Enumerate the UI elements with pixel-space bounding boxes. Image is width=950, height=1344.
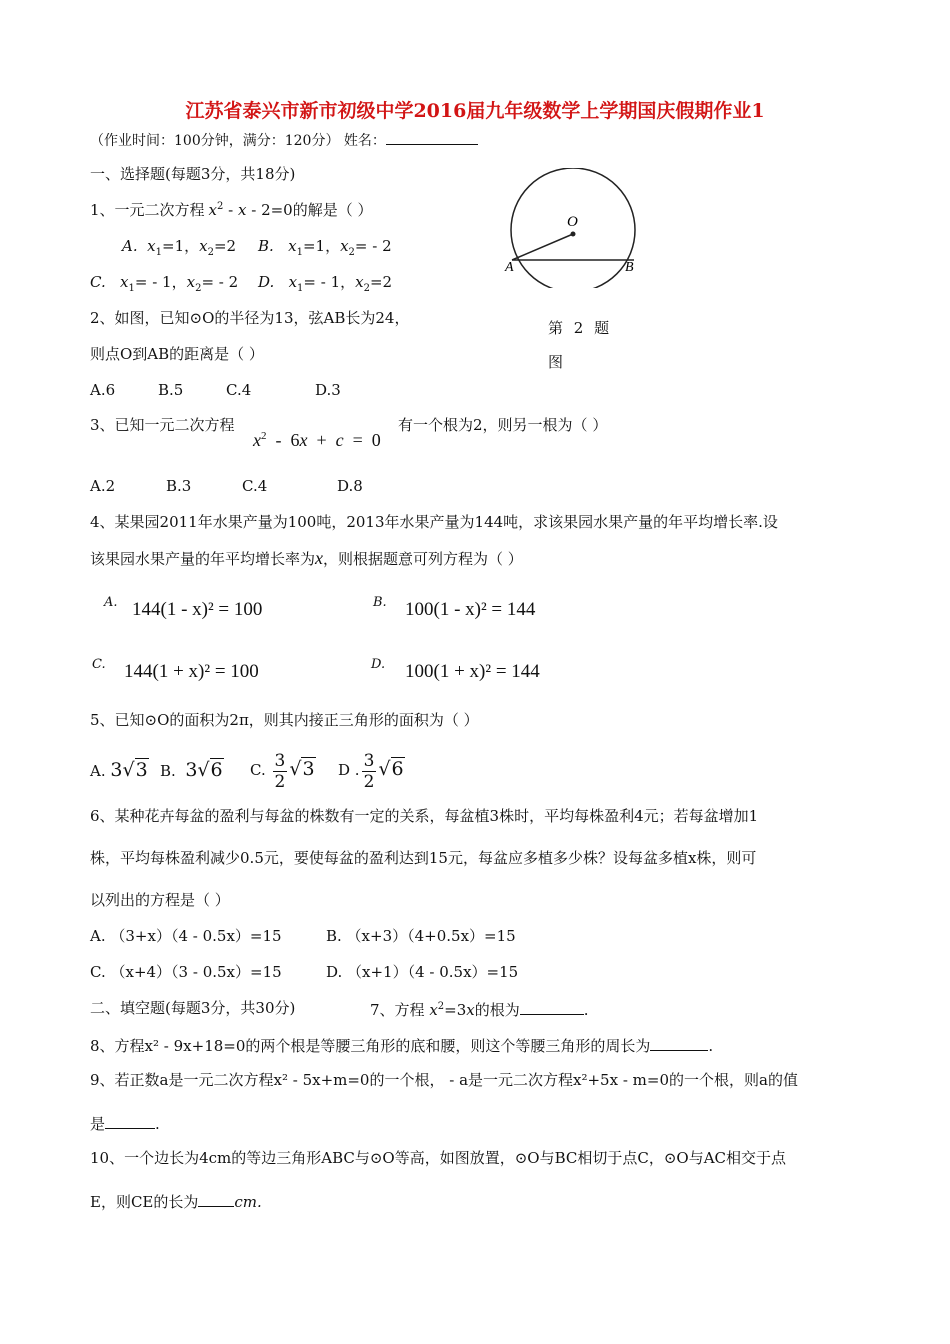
label-o: O [567,214,578,230]
question-2-option-a[interactable]: A.6 [90,381,116,399]
question-5-option-c[interactable]: C. $\frac{3}{2}$ √3 [250,750,315,792]
question-6-line3: 以列出的方程是（ ） [90,891,230,909]
question-5-option-a[interactable]: A. 3√3 [90,759,148,781]
question-5-option-d[interactable]: D . $\frac{3}{2}$ √6 [338,750,404,792]
question-3-option-a[interactable]: A.2 [90,477,116,495]
question-3-option-b[interactable]: B.3 [166,477,192,495]
question-6-option-a[interactable]: A. （3+x）（4 - 0.5x）=15 [90,927,282,945]
question-4-option-a-eq[interactable]: 144(1 - x)² = 100 [132,599,263,620]
question-6-option-d[interactable]: D. （x+1）（4 - 0.5x）=15 [326,963,519,981]
question-2-line1: 2、如图，已知⊙O的半径为13，弦AB长为24， [90,309,410,327]
name-blank[interactable] [386,128,478,145]
question-4-option-d-label[interactable]: D. [371,657,386,672]
question-4-option-a-label[interactable]: A. [104,595,118,610]
question-8-blank[interactable] [650,1034,708,1051]
figure-caption-2: 图 [548,353,564,371]
section-heading-choice: 一、选择题(每题3分，共18分) [90,165,296,183]
question-2-option-c[interactable]: C.4 [226,381,252,399]
question-1-option-d[interactable]: D. $x_1= - 1$，$x_2=2$ [258,273,393,294]
question-3-stem-post: 有一个根为2，则另一根为（ ） [398,416,608,434]
question-4-line2: 该果园水果产量的年平均增长率为x，则根据题意可列方程为（ ） [90,548,523,568]
page-title: 江苏省泰兴市新市初级中学2016届九年级数学上学期国庆假期作业1 [185,100,765,122]
question-4-line1: 4、某果园2011年水果产量为100吨，2013年水果产量为144吨，求该果园水果产量的年平均增长率.设 [90,513,778,531]
question-6-line1: 6、某种花卉每盆的盈利与每盆的株数有一定的关系，每盆植3株时，平均每株盈利4元；若每盆增加1 [90,807,759,825]
center-point [571,232,576,237]
question-2-option-d[interactable]: D.3 [315,381,341,399]
label-b: B [625,260,634,275]
question-3-equation: $x^2 - 6x + c = 0$ [253,430,381,450]
question-10-line2: E，则CE的长为 cm. [90,1190,262,1212]
question-2-option-b[interactable]: B.5 [158,381,184,399]
section-heading-fill: 二、填空题(每题3分，共30分) [90,999,296,1017]
question-10-line1: 10、一个边长为4cm的等边三角形ABC与⊙O等高，如图放置，⊙O与BC相切于点C，⊙O与AC相交于点 [90,1149,787,1167]
question-1-option-b[interactable]: B. $x_1=1$，$x_2= - 2$ [258,237,392,258]
question-1-option-c[interactable]: C. $x_1= - 1$，$x_2= - 2$ [90,273,239,294]
circle-figure [500,168,650,288]
radius-oa [512,234,573,260]
figure-caption-1: 第 2 题 [548,319,613,337]
question-6-option-b[interactable]: B. （x+3）（4+0.5x）=15 [326,927,516,945]
question-4-option-c-eq[interactable]: 144(1 + x)² = 100 [124,661,259,682]
question-3-option-d[interactable]: D.8 [337,477,363,495]
question-6-option-c[interactable]: C. （x+4）（3 - 0.5x）=15 [90,963,282,981]
question-4-option-c-label[interactable]: C. [92,657,106,672]
question-1-option-a[interactable]: A. $x_1=1$，$x_2=2$ [122,237,237,258]
question-3-option-c[interactable]: C.4 [242,477,268,495]
question-7-blank[interactable] [520,998,584,1015]
question-9-blank[interactable] [105,1112,155,1129]
question-2-line2: 则点O到AB的距离是（ ） [90,345,264,363]
question-4-option-b-eq[interactable]: 100(1 - x)² = 144 [405,599,536,620]
label-a: A [505,260,514,275]
question-1-stem: 1、一元二次方程 $x^2 - x - 2=0$的解是（ ） [90,201,373,219]
question-8: 8、方程x² - 9x+18=0的两个根是等腰三角形的底和腰，则这个等腰三角形的周长为 . [90,1034,713,1056]
question-4-option-d-eq[interactable]: 100(1 + x)² = 144 [405,661,540,682]
question-3-stem-pre: 3、已知一元二次方程 [90,416,235,434]
question-9-line2: 是 . [90,1112,160,1134]
question-7: 7、方程 $x^2=3x$的根为 . [370,998,589,1020]
question-4-option-b-label[interactable]: B. [373,595,387,610]
question-5-option-b[interactable]: B. 3√6 [160,759,223,781]
question-6-line2: 株，平均每株盈利减少0.5元，要使每盆的盈利达到15元，每盆应多植多少株？设每盆多植x株，则可 [90,849,757,867]
question-9-line1: 9、若正数a是一元二次方程x² - 5x+m=0的一个根， - a是一元二次方程x²+5x - m=0的一个根，则a的值 [90,1071,798,1089]
question-5-stem: 5、已知⊙O的面积为2π，则其内接正三角形的面积为（ ） [90,711,479,729]
question-10-blank[interactable] [198,1190,234,1207]
exam-info: （作业时间：100分钟，满分：120分） 姓名： [90,128,478,151]
